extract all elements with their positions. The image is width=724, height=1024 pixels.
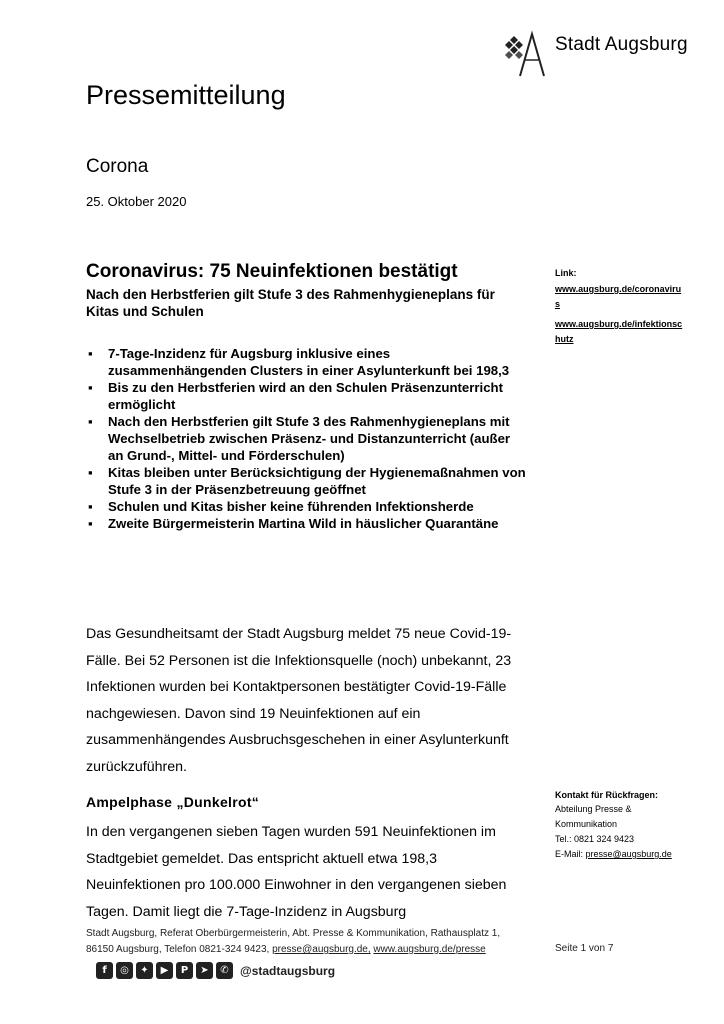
twitter-icon[interactable]: ✦ — [136, 962, 153, 979]
bullet-marker: ▪ — [88, 414, 93, 429]
page-title: Pressemitteilung — [86, 80, 286, 110]
contact-block — [555, 802, 705, 862]
body-paragraph: Das Gesundheitsamt der Stadt Augsburg meldet 75 neue Covid-19-Fälle. Bei 52 Personen ist die Infektionsquelle (noch) unbekannt, 23 Infektionen wurden bei Kontaktpersonen bestätigter Covid-19-Fälle nachgewiesen. Davon sind 19 Neuinfektionen auf ein zusammenhängendes Ausbruchsgeschehen in einer Asylunterkunft zurückzuführen. — [86, 626, 512, 775]
list-item: ▪ Bis zu den Herbstferien wird an den Schulen Präsenzunterricht ermöglicht — [88, 380, 503, 412]
body-paragraph: In den vergangenen sieben Tagen wurden 591 Neuinfektionen im Stadtgebiet gemeldet. Das entspricht aktuell etwa 198,3 Neuinfektionen pro 100.000 Einwohner in den vergangenen sieben Tagen. Damit liegt die 7-Tage-Inzidenz in Augsburg — [86, 824, 507, 920]
whatsapp-icon[interactable]: ✆ — [216, 962, 233, 979]
coronavirus-link[interactable]: www.augsburg.de/coronavirus — [555, 284, 682, 309]
bullet-marker: ▪ — [88, 465, 93, 480]
facebook-icon[interactable]: f — [96, 962, 113, 979]
link-label: Link: — [555, 268, 577, 278]
contact-dept: Abteilung Presse & — [555, 804, 632, 814]
contact-dept: Kommunikation — [555, 819, 618, 829]
contact-heading: Kontakt für Rückfragen: — [555, 790, 659, 800]
footer-address: Stadt Augsburg, Referat Oberbürgermeisterin, Abt. Presse & Kommunikation, Rathausplatz 1, 86150 Augsburg, Telefon 0821-324 9423, presse@augsburg.de, www.augsburg.de/presse — [86, 928, 501, 955]
bullet-marker: ▪ — [88, 380, 93, 395]
list-item: ▪ 7-Tage-Inzidenz für Augsburg inklusive eines zusammenhängenden Clusters in einer Asylunterkunft bei 198,3 — [88, 346, 510, 378]
subject: Corona — [86, 156, 149, 177]
subheadline: Nach den Herbstferien gilt Stufe 3 des Rahmenhygieneplans für Kitas und Schulen — [86, 287, 495, 319]
list-item: ▪ Nach den Herbstferien gilt Stufe 3 des Rahmenhygieneplans mit Wechselbetrieb zwischen Präsenz- und Distanzunterricht (außer an Grund-, Mittel- und Förderschulen) — [88, 414, 511, 463]
headline: Coronavirus: 75 Neuinfektionen bestätigt — [86, 261, 458, 282]
social-bar — [96, 962, 335, 979]
bullet-marker: ▪ — [88, 499, 93, 514]
contact-phone: Tel.: 0821 324 9423 — [555, 834, 635, 844]
contact-email-row: E-Mail: presse@augsburg.de — [555, 849, 672, 859]
bullet-marker: ▪ — [88, 346, 93, 361]
footer-email-link[interactable]: presse@augsburg.de, — [272, 944, 371, 955]
instagram-icon[interactable]: ◎ — [116, 962, 133, 979]
social-handle[interactable]: @stadtaugsburg — [240, 963, 336, 978]
stadt-augsburg-logo-icon — [498, 30, 548, 78]
list-item: ▪ Zweite Bürgermeisterin Martina Wild in häuslicher Quarantäne — [88, 516, 499, 531]
pinterest-icon[interactable]: P — [176, 962, 193, 979]
infektionsschutz-link[interactable]: www.augsburg.de/infektionschutz — [555, 319, 683, 344]
page-number: Seite 1 von 7 — [555, 943, 614, 954]
bullet-marker: ▪ — [88, 516, 93, 531]
list-item: ▪ Schulen und Kitas bisher keine führenden Infektionsherde — [88, 499, 474, 514]
logo-text: Stadt Augsburg — [555, 34, 688, 55]
section-heading: Ampelphase „Dunkelrot“ — [86, 794, 260, 810]
telegram-icon[interactable]: ➤ — [196, 962, 213, 979]
key-points-list — [86, 345, 526, 532]
footer-web-link[interactable]: www.augsburg.de/presse — [373, 944, 486, 955]
youtube-icon[interactable]: ▶ — [156, 962, 173, 979]
list-item: ▪ Kitas bleiben unter Berücksichtigung der Hygienemaßnahmen von Stufe 3 in der Präsenzbetreuung geöffnet — [88, 465, 526, 497]
contact-email-link[interactable]: presse@augsburg.de — [585, 849, 672, 859]
date: 25. Oktober 2020 — [86, 194, 187, 209]
